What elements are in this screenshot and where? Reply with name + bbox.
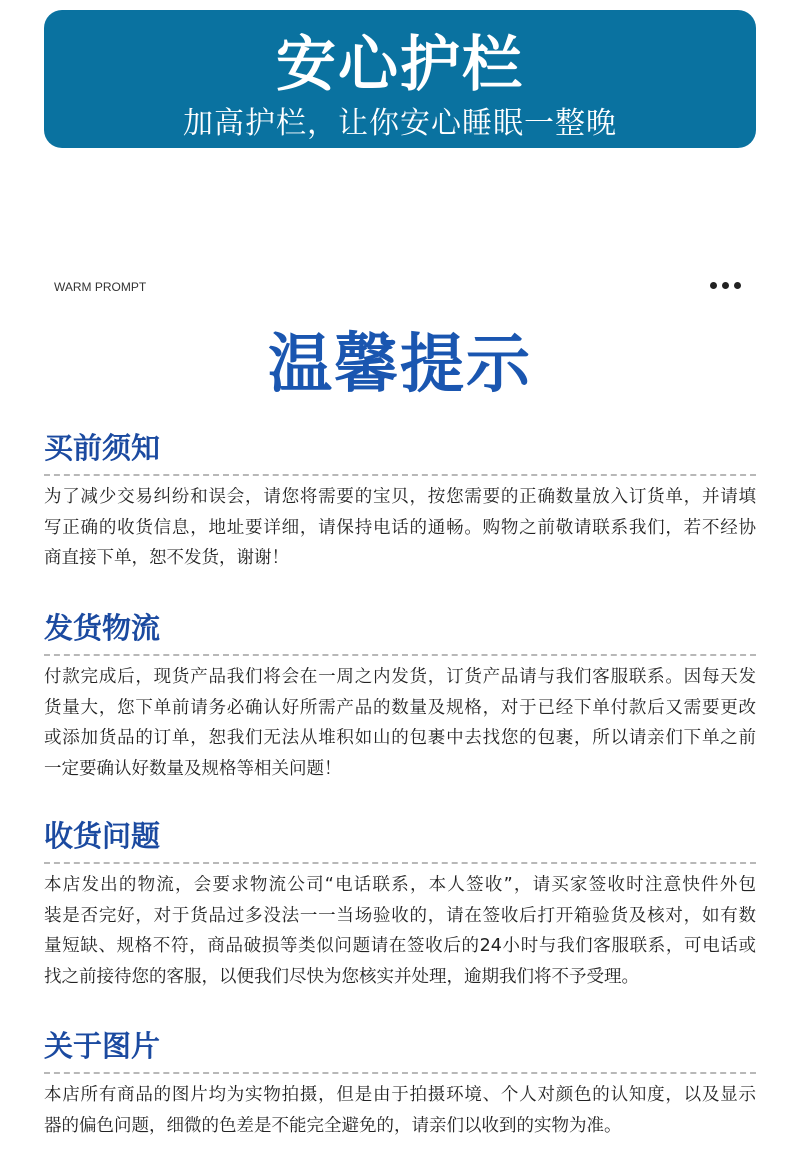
dashed-divider: [44, 862, 756, 864]
section-heading: 发货物流: [44, 611, 161, 645]
page-title: 温馨提示: [268, 328, 532, 402]
section-shipping: [44, 608, 756, 784]
dashed-divider: [44, 1072, 756, 1074]
warm-prompt-label: WARM PROMPT: [54, 280, 147, 294]
body-line: 找之前接待您的客服，以便我们尽快为您核实并处理，逾期我们将不予受理。: [44, 966, 639, 987]
body-line: 付款完成后，现货产品我们将会在一周之内发货，订货产品请与我们客服联系。因每天发: [44, 667, 756, 687]
body-line: 本店所有商品的图片均为实物拍摄，但是由于拍摄环境、个人对颜色的认知度，以及显示: [44, 1085, 756, 1105]
section-receiving: [44, 816, 756, 992]
body-line: 装是否完好，对于货品过多没法一一当场验收的，请在签收后打开箱验货及核对，如有数: [44, 905, 756, 926]
body-line: 写正确的收货信息，地址要详细，请保持电话的通畅。购物之前敬请联系我们，若不经协: [44, 517, 756, 538]
body-line: 量短缺、规格不符，商品破损等类似问题请在签收后的24小时与我们客服联系，可电话或: [44, 936, 756, 956]
body-line: 商直接下单，恕不发货，谢谢！: [44, 548, 289, 568]
body-line: 本店发出的物流，会要求物流公司“电话联系，本人签收”，请买家签收时注意快件外包: [44, 875, 756, 895]
section-heading: 关于图片: [44, 1029, 161, 1063]
section-heading: 买前须知: [44, 431, 161, 465]
body-line: 或添加货品的订单，恕我们无法从堆积如山的包裹中去找您的包裹，所以请亲们下单之前: [44, 728, 756, 748]
promo-banner: [44, 10, 756, 148]
section-before-purchase: [44, 428, 756, 574]
banner-title: 安心护栏: [276, 30, 524, 100]
body-line: 为了减少交易纠纷和误会，请您将需要的宝贝，按您需要的正确数量放入订货单，并请填: [44, 487, 756, 507]
banner-subtitle: 加高护栏，让你安心睡眠一整晚: [183, 106, 617, 141]
body-line: 器的偏色问题，细微的色差是不能完全避免的，请亲们以收到的实物为准。: [44, 1115, 622, 1136]
more-dots-icon: [710, 282, 741, 289]
body-line: 货量大，您下单前请务必确认好所需产品的数量及规格，对于已经下单付款后又需要更改: [44, 697, 756, 718]
body-line: 一定要确认好数量及规格等相关问题！: [44, 758, 342, 779]
dashed-divider: [44, 474, 756, 476]
dashed-divider: [44, 654, 756, 656]
section-about-images: [44, 1026, 756, 1141]
section-heading: 收货问题: [44, 819, 161, 853]
